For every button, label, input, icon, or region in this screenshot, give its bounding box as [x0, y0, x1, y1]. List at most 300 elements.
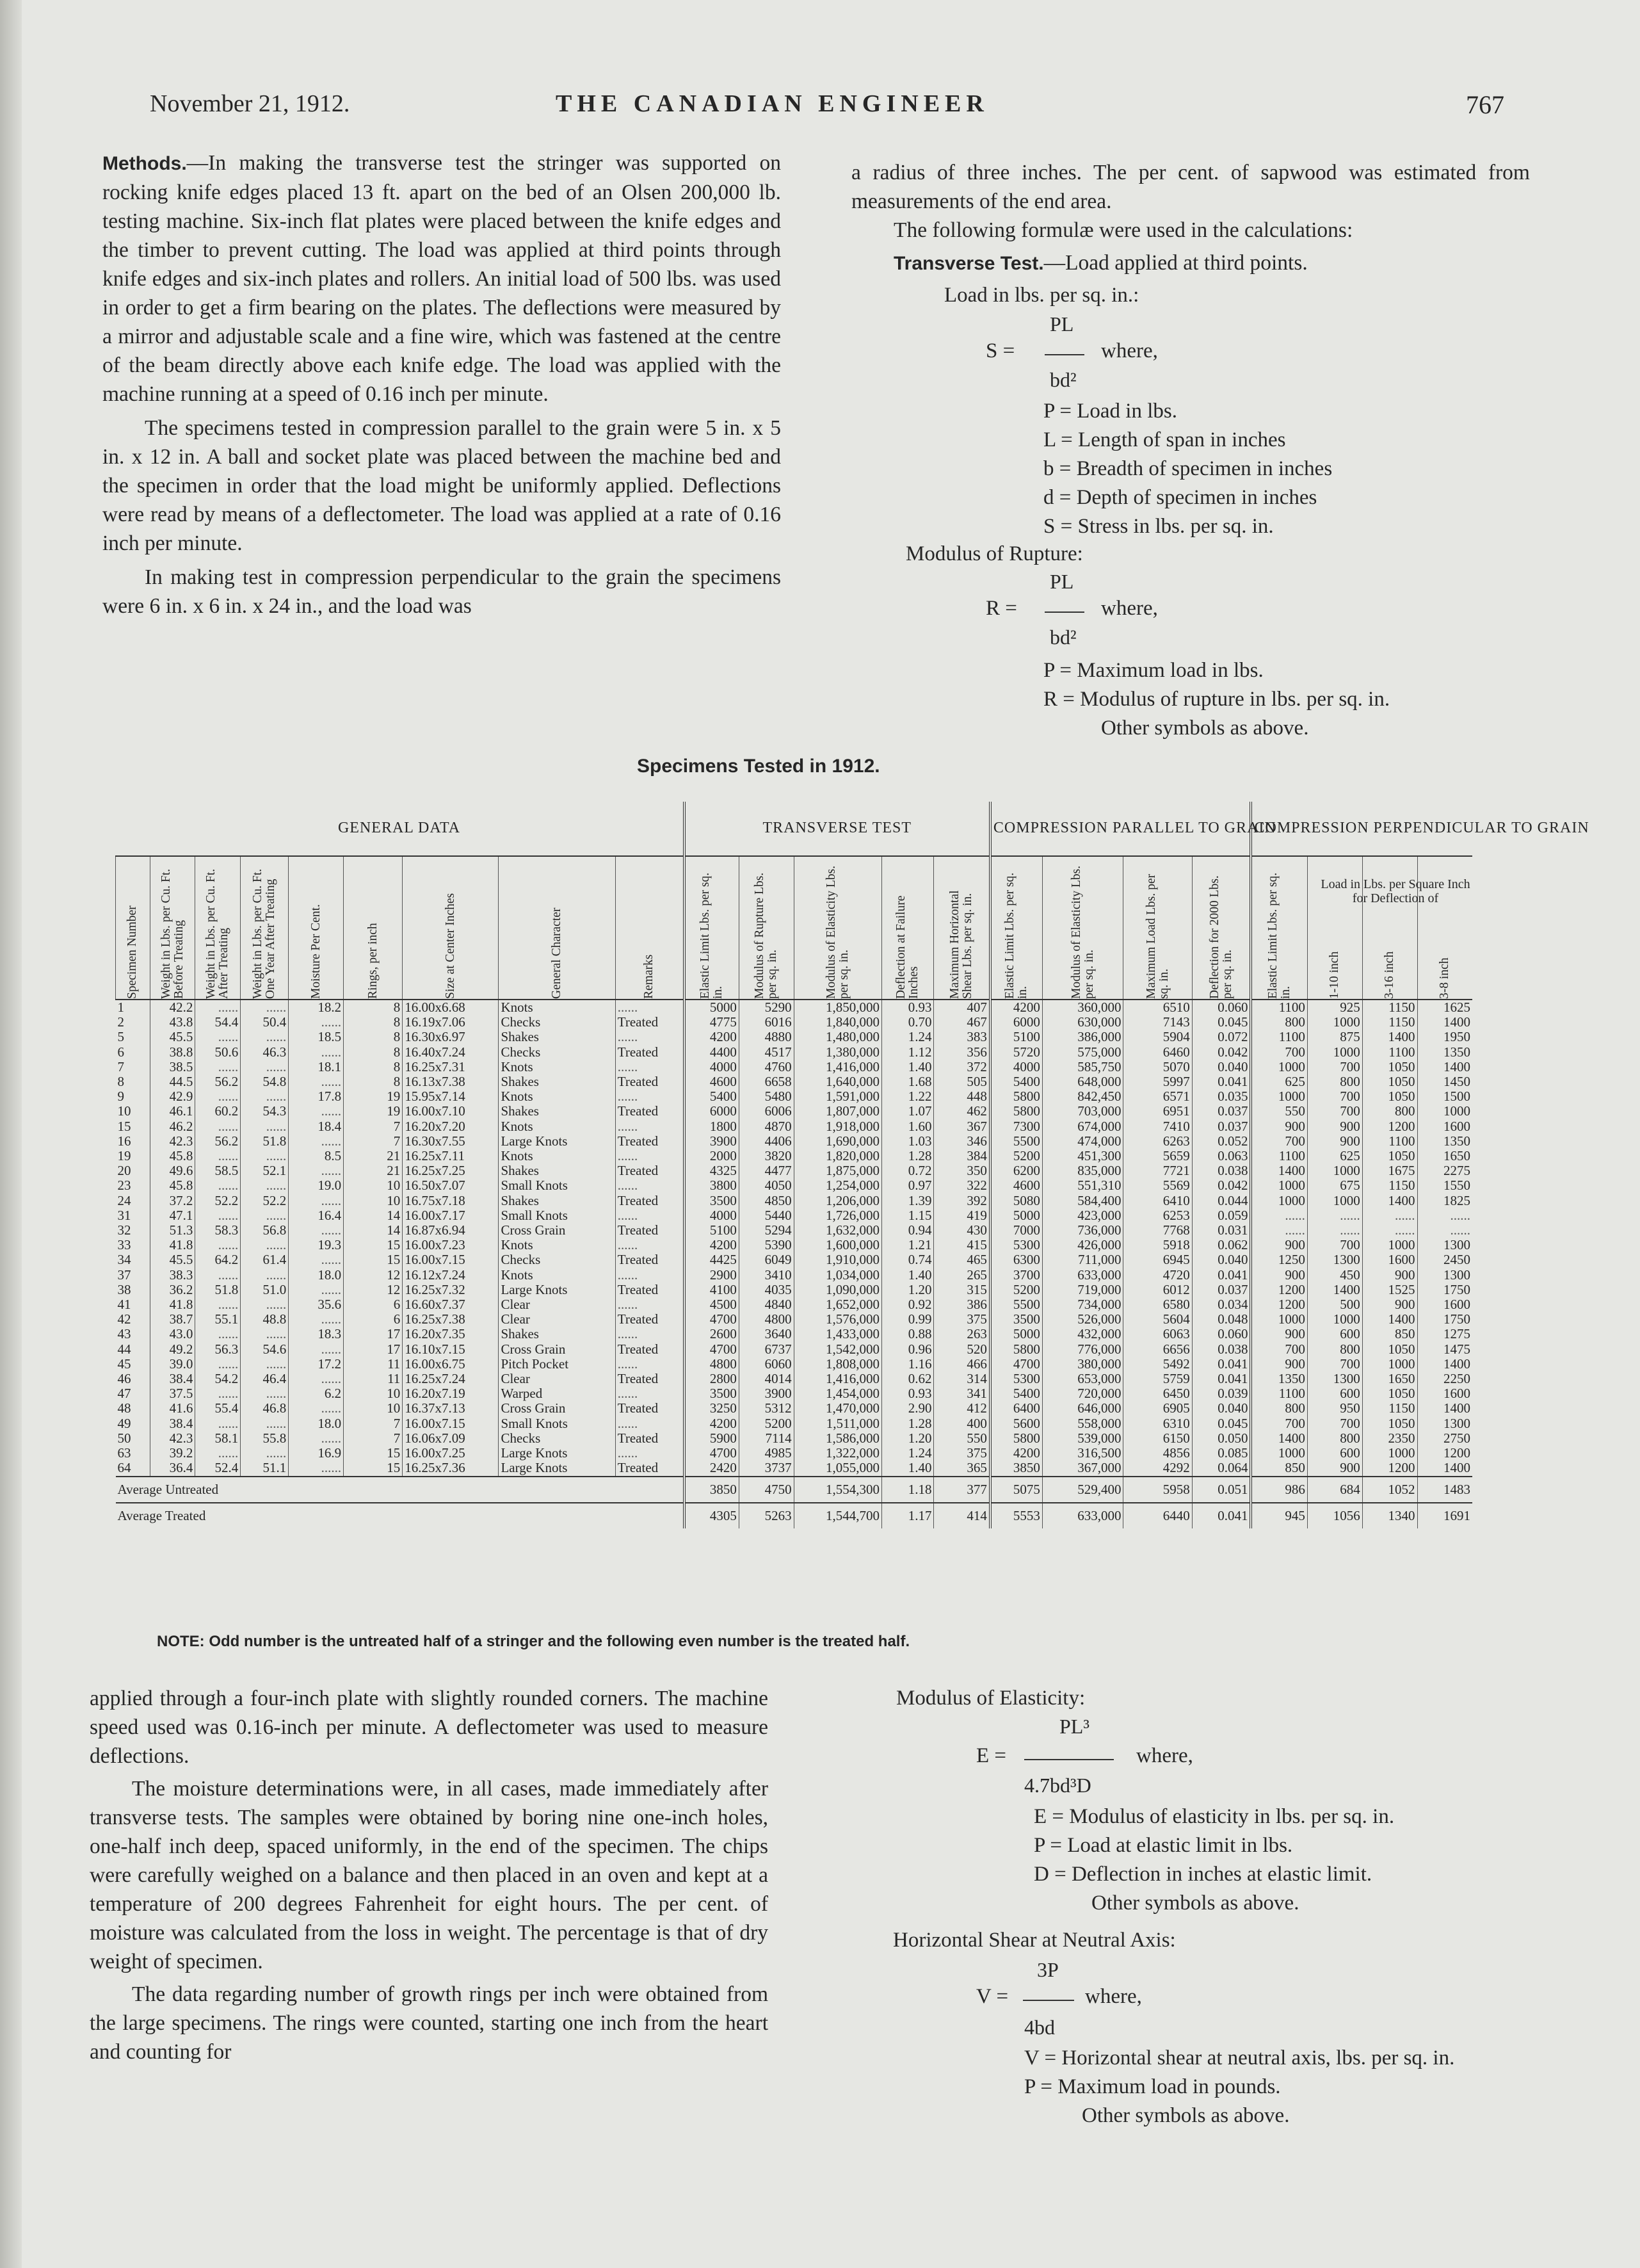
table-cell: Pitch Pocket — [499, 1357, 615, 1372]
table-cell: 21 — [344, 1149, 403, 1163]
table-cell: 1650 — [1417, 1149, 1472, 1163]
table-cell: ...... — [195, 1030, 241, 1044]
r-lhs: R = — [986, 597, 1017, 620]
table-cell: 1400 — [1362, 1030, 1417, 1044]
column-header — [499, 856, 615, 1000]
table-cell: 16.13x7.38 — [403, 1074, 499, 1089]
table-row — [116, 1089, 1473, 1104]
column-header — [150, 856, 195, 1000]
table-cell: 5 — [117, 1029, 124, 1045]
table-cell: 736,000 — [1042, 1223, 1123, 1238]
table-cell: Treated — [615, 1074, 684, 1089]
table-cell: 700 — [1251, 1134, 1307, 1149]
table-cell: 3410 — [739, 1268, 794, 1283]
table-cell: 1100 — [1362, 1134, 1417, 1149]
table-cell: 4014 — [739, 1372, 794, 1386]
table-cell: 19.0 — [289, 1178, 344, 1193]
table-cell: 16.00x7.23 — [403, 1238, 499, 1252]
table-cell: 8 — [344, 1060, 403, 1074]
table-cell: ...... — [195, 1268, 241, 1283]
table-cell: 45.5 — [150, 1252, 195, 1267]
table-cell: 8 — [344, 1000, 403, 1015]
table-cell: 6410 — [1123, 1194, 1192, 1208]
table-cell: 700 — [1251, 1342, 1307, 1357]
group-comp-parallel: COMPRESSION PARALLEL TO GRAIN — [990, 802, 1251, 856]
table-cell: 16.60x7.37 — [403, 1297, 499, 1312]
table-cell: 9 — [117, 1089, 124, 1105]
table-cell: 1300 — [1417, 1416, 1472, 1431]
table-cell: 44.5 — [150, 1074, 195, 1089]
table-cell: Treated — [615, 1104, 684, 1119]
table-cell: 1550 — [1417, 1178, 1472, 1193]
table-cell: Shakes — [499, 1163, 615, 1178]
table-cell: 1000 — [1307, 1312, 1362, 1327]
table-cell: ...... — [615, 1386, 684, 1401]
def-p: P = Load in lbs. — [1043, 400, 1177, 423]
column-header-label: Modulus of Elasticity Lbs. per sq. in. — [824, 866, 851, 999]
table-cell: 56.2 — [195, 1134, 241, 1149]
table-cell: 4700 — [684, 1342, 739, 1357]
average-cell: 5075 — [990, 1477, 1043, 1503]
table-cell: 4760 — [739, 1060, 794, 1074]
table-cell: 3500 — [684, 1194, 739, 1208]
column-header-label: Remarks — [642, 954, 656, 999]
table-cell: 50 — [117, 1430, 131, 1446]
table-cell: 6737 — [739, 1342, 794, 1357]
table-cell: 2.90 — [881, 1401, 934, 1416]
table-cell: 900 — [1307, 1119, 1362, 1134]
table-cell: Checks — [499, 1045, 615, 1060]
table-cell: 2900 — [684, 1268, 739, 1283]
table-cell: 800 — [1251, 1015, 1307, 1030]
def-other: Other symbols as above. — [1101, 717, 1309, 740]
table-cell: 0.97 — [881, 1178, 934, 1193]
v-lhs: V = — [976, 1985, 1009, 2008]
table-cell: 4517 — [739, 1045, 794, 1060]
table-row — [116, 1461, 1473, 1476]
average-cell: 1056 — [1307, 1503, 1362, 1528]
table-cell: 4870 — [739, 1119, 794, 1134]
table-cell: 0.041 — [1192, 1074, 1251, 1089]
table-row — [116, 1386, 1473, 1401]
def-p-max: P = Maximum load in pounds. — [1024, 2075, 1281, 2098]
table-cell: 1050 — [1362, 1386, 1417, 1401]
transverse-text: —Load applied at third points. — [1043, 251, 1308, 275]
table-cell: 3820 — [739, 1149, 794, 1163]
table-cell: Cross Grain — [499, 1223, 615, 1238]
table-cell: 7 — [344, 1431, 403, 1446]
table-cell: ...... — [615, 1178, 684, 1193]
table-cell: 1000 — [1251, 1178, 1307, 1193]
table-cell: Checks — [499, 1431, 615, 1446]
table-cell: 700 — [1307, 1060, 1362, 1074]
table-cell: 7410 — [1123, 1119, 1192, 1134]
table-cell: 1.60 — [881, 1119, 934, 1134]
s-numerator: PL — [1050, 312, 1074, 336]
column-header-label: Weight in Lbs. per Cu. Ft. One Year After Treating — [251, 868, 278, 999]
table-cell: 11 — [344, 1372, 403, 1386]
table-cell: 1100 — [1362, 1045, 1417, 1060]
table-cell: Treated — [615, 1223, 684, 1238]
average-cell: 5958 — [1123, 1477, 1192, 1503]
table-cell: 900 — [1362, 1268, 1417, 1283]
table-cell: 47 — [117, 1386, 131, 1402]
table-cell: 0.060 — [1192, 1327, 1251, 1341]
table-cell: 0.060 — [1192, 1000, 1251, 1015]
table-cell: 646,000 — [1042, 1401, 1123, 1416]
table-cell: 1.15 — [881, 1208, 934, 1223]
table-cell: 18.2 — [289, 1000, 344, 1015]
compression-perp-paragraph: In making test in compression perpendicular to the grain the specimens were 6 in. x 6 in. x 24 in., and the load was — [102, 565, 781, 618]
table-cell: 2275 — [1417, 1163, 1472, 1178]
column-header-label: Deflection at Failure Inches — [894, 895, 921, 999]
table-cell: 653,000 — [1042, 1372, 1123, 1386]
table-cell: Treated — [615, 1045, 684, 1060]
table-cell: 0.041 — [1192, 1357, 1251, 1372]
table-cell: 4600 — [684, 1074, 739, 1089]
table-cell: 1,586,000 — [794, 1431, 881, 1446]
table-cell: 1800 — [684, 1119, 739, 1134]
table-cell: 44 — [117, 1341, 131, 1357]
table-cell: 1,850,000 — [794, 1000, 881, 1015]
table-cell: ...... — [615, 1000, 684, 1015]
table-cell: 6016 — [739, 1015, 794, 1030]
table-cell: 6253 — [1123, 1208, 1192, 1223]
v-definitions — [1024, 2044, 1536, 2130]
table-cell: 367 — [934, 1119, 990, 1134]
table-cell: 1,416,000 — [794, 1372, 881, 1386]
table-cell: 4400 — [684, 1045, 739, 1060]
table-cell: 58.1 — [195, 1431, 241, 1446]
table-cell: 39.2 — [150, 1446, 195, 1461]
table-cell: 5100 — [990, 1030, 1043, 1044]
table-cell: 2 — [117, 1014, 124, 1030]
table-cell: Small Knots — [499, 1416, 615, 1431]
compression-parallel-paragraph: The specimens tested in compression parallel to the grain were 5 in. x 5 in. x 12 in. A ball and socket plate was placed between the machine bed and the specimen in order that the load might be uniformly applied. Deflections were read by means of a deflectometer. The load was applied at a rate of 0.16 inch per minute. — [102, 416, 781, 555]
table-cell: 54.2 — [195, 1372, 241, 1386]
table-cell: 925 — [1307, 1000, 1362, 1015]
column-header-label: Modulus of Elasticity Lbs. per sq. in. — [1069, 866, 1096, 999]
table-cell: ...... — [615, 1149, 684, 1163]
table-cell: 5800 — [990, 1431, 1043, 1446]
table-cell: 10 — [117, 1103, 131, 1119]
table-cell: 6945 — [1123, 1252, 1192, 1267]
table-cell: 5440 — [739, 1208, 794, 1223]
table-cell: 5070 — [1123, 1060, 1192, 1074]
def-v: V = Horizontal shear at neutral axis, lbs. per sq. in. — [1024, 2046, 1455, 2070]
table-cell: 386,000 — [1042, 1030, 1123, 1044]
table-cell: 6905 — [1123, 1401, 1192, 1416]
radius-paragraph: a radius of three inches. The per cent. of sapwood was estimated from measurements of the end area. — [851, 161, 1530, 213]
table-cell: 1275 — [1417, 1327, 1472, 1341]
table-cell: Large Knots — [499, 1446, 615, 1461]
table-cell: 2800 — [684, 1372, 739, 1386]
table-cell: 0.072 — [1192, 1030, 1251, 1044]
table-cell: 49.6 — [150, 1163, 195, 1178]
table-cell: 448 — [934, 1089, 990, 1104]
table-cell: 1100 — [1251, 1000, 1307, 1015]
table-cell: 550 — [934, 1431, 990, 1446]
table-cell: 0.039 — [1192, 1386, 1251, 1401]
table-cell: 1.20 — [881, 1283, 934, 1297]
table-cell: 0.037 — [1192, 1119, 1251, 1134]
table-cell: 48 — [117, 1400, 131, 1416]
table-cell: Treated — [615, 1461, 684, 1476]
table-row — [116, 1268, 1473, 1283]
table-cell: 5492 — [1123, 1357, 1192, 1372]
table-cell: 7 — [344, 1119, 403, 1134]
table-cell: 1.28 — [881, 1416, 934, 1431]
table-cell: 0.92 — [881, 1297, 934, 1312]
table-cell: 54.3 — [241, 1104, 289, 1119]
table-cell: 0.045 — [1192, 1015, 1251, 1030]
table-cell: ...... — [241, 1000, 289, 1015]
average-cell: 414 — [934, 1503, 990, 1528]
table-cell: 1.40 — [881, 1060, 934, 1074]
table-cell: 1,576,000 — [794, 1312, 881, 1327]
table-cell: 386 — [934, 1297, 990, 1312]
table-cell: ...... — [289, 1163, 344, 1178]
r-where: where, — [1101, 597, 1158, 620]
table-cell: 5400 — [990, 1386, 1043, 1401]
methods-label: Methods. — [102, 153, 187, 174]
table-cell: 6 — [117, 1044, 124, 1060]
table-cell: 625 — [1251, 1074, 1307, 1089]
r-definitions — [1043, 656, 1390, 743]
def-r: R = Modulus of rupture in lbs. per sq. in. — [1043, 688, 1390, 711]
table-row — [116, 1045, 1473, 1060]
table-row — [116, 1252, 1473, 1267]
table-cell: 46.4 — [241, 1372, 289, 1386]
table-cell: 41.6 — [150, 1401, 195, 1416]
table-cell: 630,000 — [1042, 1015, 1123, 1030]
table-cell: 575,000 — [1042, 1045, 1123, 1060]
table-cell: 584,400 — [1042, 1194, 1123, 1208]
average-cell: 945 — [1251, 1503, 1307, 1528]
table-cell: 720,000 — [1042, 1386, 1123, 1401]
table-cell: 423,000 — [1042, 1208, 1123, 1223]
table-cell: 850 — [1362, 1327, 1417, 1341]
table-cell: 3250 — [684, 1401, 739, 1416]
table-cell: 711,000 — [1042, 1252, 1123, 1267]
table-cell: 5800 — [990, 1104, 1043, 1119]
table-cell: 1,591,000 — [794, 1089, 881, 1104]
table-cell: 1750 — [1417, 1283, 1472, 1297]
table-cell: 8 — [117, 1074, 124, 1090]
table-cell: 41.8 — [150, 1238, 195, 1252]
table-cell: 15 — [117, 1118, 131, 1134]
table-cell: 0.031 — [1192, 1223, 1251, 1238]
table-cell: 33 — [117, 1237, 131, 1253]
r-fraction-bar — [1045, 612, 1084, 613]
table-row — [116, 1312, 1473, 1327]
table-cell: 850 — [1251, 1461, 1307, 1476]
column-header-label: Specimen Number — [125, 905, 140, 999]
table-cell: 1200 — [1362, 1119, 1417, 1134]
table-cell: 4600 — [990, 1178, 1043, 1193]
table-cell: Shakes — [499, 1104, 615, 1119]
table-cell: ...... — [289, 1283, 344, 1297]
table-cell: 700 — [1307, 1357, 1362, 1372]
column-header-label: Weight in Lbs. per Cu. Ft. Before Treating — [159, 868, 186, 999]
table-cell: 5200 — [739, 1416, 794, 1431]
table-cell: 1000 — [1251, 1060, 1307, 1074]
column-header — [344, 856, 403, 1000]
table-cell: 1475 — [1417, 1342, 1472, 1357]
table-cell: ...... — [289, 1342, 344, 1357]
table-cell: 7768 — [1123, 1223, 1192, 1238]
table-cell: 4775 — [684, 1015, 739, 1030]
def-other-v: Other symbols as above. — [1082, 2104, 1290, 2127]
table-row — [116, 1283, 1473, 1297]
table-cell: 0.045 — [1192, 1416, 1251, 1431]
table-cell: 6063 — [1123, 1327, 1192, 1341]
table-cell: 1050 — [1362, 1089, 1417, 1104]
table-cell: 322 — [934, 1178, 990, 1193]
table-cell: 5312 — [739, 1401, 794, 1416]
table-cell: 341 — [934, 1386, 990, 1401]
table-cell: 5720 — [990, 1045, 1043, 1060]
group-comp-perp: COMPRESSION PERPENDICULAR TO GRAIN — [1251, 802, 1472, 856]
table-cell: 1 — [117, 1000, 124, 1015]
table-cell: 2420 — [684, 1461, 739, 1476]
table-cell: 3800 — [684, 1178, 739, 1193]
table-cell: ...... — [615, 1268, 684, 1283]
table-cell: ...... — [1362, 1208, 1417, 1223]
table-cell: 41 — [117, 1297, 131, 1313]
table-cell: 7 — [344, 1416, 403, 1431]
table-cell: 6 — [344, 1312, 403, 1327]
table-cell: 6000 — [990, 1015, 1043, 1030]
table-cell: 6200 — [990, 1163, 1043, 1178]
table-cell: 19 — [344, 1089, 403, 1104]
table-cell: Clear — [499, 1297, 615, 1312]
table-cell: 1150 — [1362, 1178, 1417, 1193]
table-cell: 0.040 — [1192, 1060, 1251, 1074]
table-cell: 4200 — [990, 1000, 1043, 1015]
table-cell: Knots — [499, 1268, 615, 1283]
def-d-deflection: D = Deflection in inches at elastic limit. — [1034, 1863, 1372, 1886]
table-cell: 600 — [1307, 1327, 1362, 1341]
table-cell: 1050 — [1362, 1060, 1417, 1074]
s-denominator: bd² — [1050, 368, 1077, 391]
table-cell: 50.6 — [195, 1045, 241, 1060]
table-cell: 1.03 — [881, 1134, 934, 1149]
table-cell: 7721 — [1123, 1163, 1192, 1178]
table-cell: 60.2 — [195, 1104, 241, 1119]
table-row — [116, 1416, 1473, 1431]
table-cell: 900 — [1251, 1357, 1307, 1372]
table-cell: 0.93 — [881, 1386, 934, 1401]
table-cell: ...... — [289, 1104, 344, 1119]
table-cell: 43.0 — [150, 1327, 195, 1341]
table-cell: 1.68 — [881, 1074, 934, 1089]
table-cell: 1100 — [1251, 1149, 1307, 1163]
table-cell: 16.25x7.36 — [403, 1461, 499, 1476]
table-cell: 7300 — [990, 1119, 1043, 1134]
table-cell: 1,807,000 — [794, 1104, 881, 1119]
table-cell: 1050 — [1362, 1074, 1417, 1089]
table-cell: Knots — [499, 1119, 615, 1134]
table-cell: 5800 — [990, 1342, 1043, 1357]
table-cell: 700 — [1251, 1416, 1307, 1431]
table-cell: 1350 — [1417, 1134, 1472, 1149]
table-cell: 7000 — [990, 1223, 1043, 1238]
load-line: Load in lbs. per sq. in.: — [944, 284, 1139, 307]
table-cell: Treated — [615, 1015, 684, 1030]
average-cell: 3850 — [684, 1477, 739, 1503]
table-cell: 1,910,000 — [794, 1252, 881, 1267]
transverse-label: Transverse Test. — [894, 253, 1044, 274]
table-row — [116, 1015, 1473, 1030]
table-cell: 58.5 — [195, 1163, 241, 1178]
column-header-label: Size at Center Inches — [443, 893, 457, 999]
table-cell: 4100 — [684, 1283, 739, 1297]
table-cell: ...... — [615, 1119, 684, 1134]
table-cell: 0.94 — [881, 1223, 934, 1238]
table-cell: 1400 — [1417, 1060, 1472, 1074]
table-cell: 19 — [117, 1148, 131, 1164]
table-cell: 17 — [344, 1327, 403, 1341]
table-cell: 0.88 — [881, 1327, 934, 1341]
table-cell: 700 — [1307, 1416, 1362, 1431]
average-cell: 684 — [1307, 1477, 1362, 1503]
table-cell: 6460 — [1123, 1045, 1192, 1060]
table-cell: 384 — [934, 1149, 990, 1163]
table-cell: 1650 — [1362, 1372, 1417, 1386]
table-cell: 16.20x7.19 — [403, 1386, 499, 1401]
table-cell: 54.4 — [195, 1015, 241, 1030]
table-cell: 6049 — [739, 1252, 794, 1267]
column-header-label: 3-16 inch — [1383, 951, 1397, 999]
table-cell: 1000 — [1307, 1194, 1362, 1208]
table-cell: ...... — [289, 1461, 344, 1476]
table-cell: 0.085 — [1192, 1446, 1251, 1461]
table-cell: ...... — [241, 1119, 289, 1134]
table-cell: 0.035 — [1192, 1089, 1251, 1104]
table-cell: 4425 — [684, 1252, 739, 1267]
table-cell: 2250 — [1417, 1372, 1472, 1386]
table-cell: 625 — [1307, 1149, 1362, 1163]
table-cell: ...... — [241, 1297, 289, 1312]
table-cell: 37.5 — [150, 1386, 195, 1401]
table-cell: 4406 — [739, 1134, 794, 1149]
table-cell: 4800 — [739, 1312, 794, 1327]
table-cell: 2350 — [1362, 1431, 1417, 1446]
table-cell: ...... — [195, 1357, 241, 1372]
table-cell: 37.2 — [150, 1194, 195, 1208]
table-cell: 8 — [344, 1074, 403, 1089]
average-cell: 1.17 — [881, 1503, 934, 1528]
table-cell: Knots — [499, 1000, 615, 1015]
column-header — [403, 856, 499, 1000]
table-cell: 1000 — [1362, 1357, 1417, 1372]
table-cell: 419 — [934, 1208, 990, 1223]
table-cell: 1000 — [1251, 1446, 1307, 1461]
issue-date: November 21, 1912. — [150, 90, 350, 117]
table-cell: 1,254,000 — [794, 1178, 881, 1193]
table-cell: 10 — [344, 1401, 403, 1416]
table-cell: 1150 — [1362, 1401, 1417, 1416]
average-cell: 1052 — [1362, 1477, 1417, 1503]
table-cell: 36.4 — [150, 1461, 195, 1476]
table-cell: 432,000 — [1042, 1327, 1123, 1341]
table-cell: Clear — [499, 1312, 615, 1327]
table-cell: 42.3 — [150, 1134, 195, 1149]
table-cell: ...... — [1251, 1208, 1307, 1223]
column-header-label: Elastic Limit Lbs. per sq. in. — [1266, 872, 1293, 999]
table-cell: 451,300 — [1042, 1149, 1123, 1163]
